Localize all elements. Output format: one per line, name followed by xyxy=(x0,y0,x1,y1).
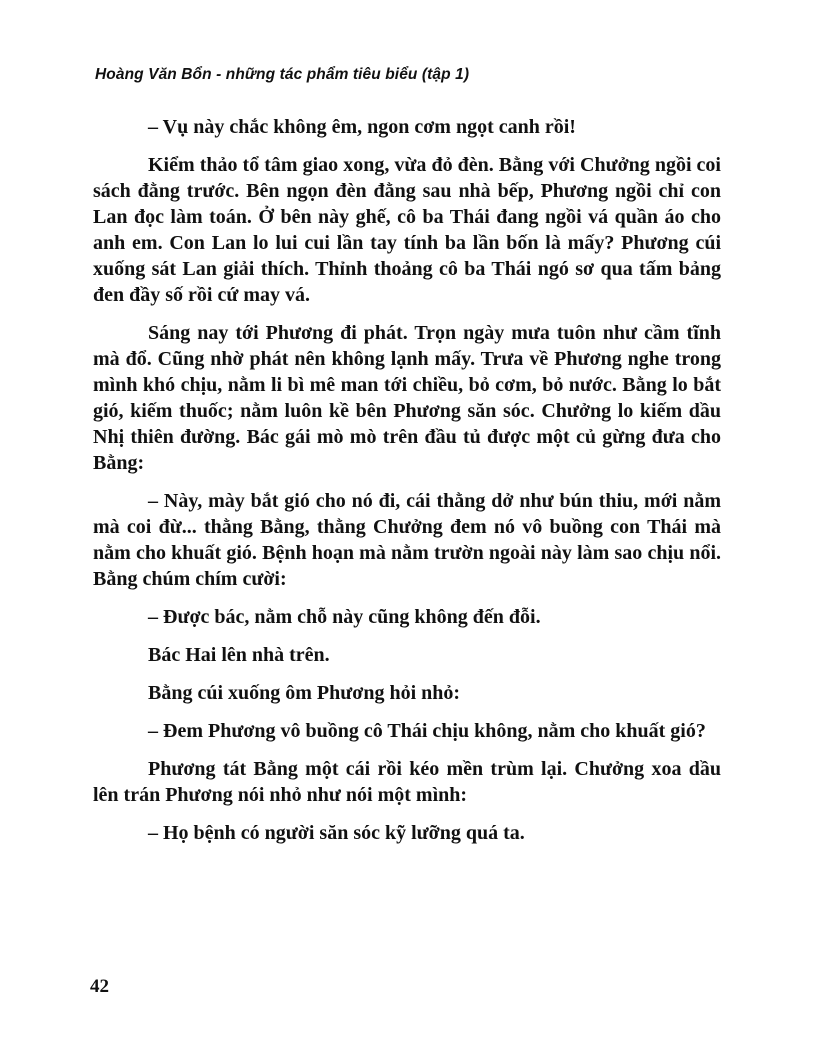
paragraph: Sáng nay tới Phương đi phát. Trọn ngày mưa tuôn như cầm tĩnh mà đổ. Cũng nhờ phát nên không lạnh mấy. Trưa về Phương nghe trong mình khó chịu, nằm li bì mê man tới chiều, bỏ cơm, bỏ nước. Bằng lo bắt gió, kiếm thuốc; nằm luôn kề bên Phương săn sóc. Chưởng lo kiếm dầu Nhị thiên đường. Bác gái mò mò trên đầu tủ được một củ gừng đưa cho Bằng: xyxy=(93,322,721,474)
paragraph: Bác Hai lên nhà trên. xyxy=(148,644,330,666)
paragraph: – Họ bệnh có người săn sóc kỹ lưỡng quá ta. xyxy=(148,822,525,844)
page-number: 42 xyxy=(90,976,109,997)
paragraph: – Này, mày bắt gió cho nó đi, cái thằng dở như bún thiu, mới nằm mà coi đừ... thằng Bằng, thằng Chưởng đem nó vô buồng con Thái mà nằm cho khuất gió. Bệnh hoạn mà nằm trườn ngoài này làm sao chịu nổi. Bằng chúm chím cười: xyxy=(93,490,721,590)
paragraph: – Đem Phương vô buồng cô Thái chịu không, nằm cho khuất gió? xyxy=(148,720,706,742)
body-text xyxy=(93,114,721,858)
paragraph: – Được bác, nằm chỗ này cũng không đến đỗi. xyxy=(148,606,541,628)
paragraph: Kiểm thảo tổ tâm giao xong, vừa đỏ đèn. Bằng với Chưởng ngồi coi sách đằng trước. Bên ngọn đèn đằng sau nhà bếp, Phương ngồi chỉ con Lan đọc làm toán. Ở bên này ghế, cô ba Thái đang ngồi vá quần áo cho anh em. Con Lan lo lui cui lần tay tính ba lần bốn là mấy? Phương cúi xuống sát Lan giải thích. Thỉnh thoảng cô ba Thái ngó sơ qua tấm bảng đen đầy số rồi cứ may vá. xyxy=(93,154,721,306)
paragraph: Bằng cúi xuống ôm Phương hỏi nhỏ: xyxy=(148,682,461,704)
running-header: Hoàng Văn Bổn - những tác phẩm tiêu biểu (tập 1) xyxy=(95,66,470,83)
paragraph: – Vụ này chắc không êm, ngon cơm ngọt canh rồi! xyxy=(148,116,576,138)
paragraph: Phương tát Bằng một cái rồi kéo mền trùm lại. Chưởng xoa dầu lên trán Phương nói nhỏ như nói một mình: xyxy=(93,758,721,806)
